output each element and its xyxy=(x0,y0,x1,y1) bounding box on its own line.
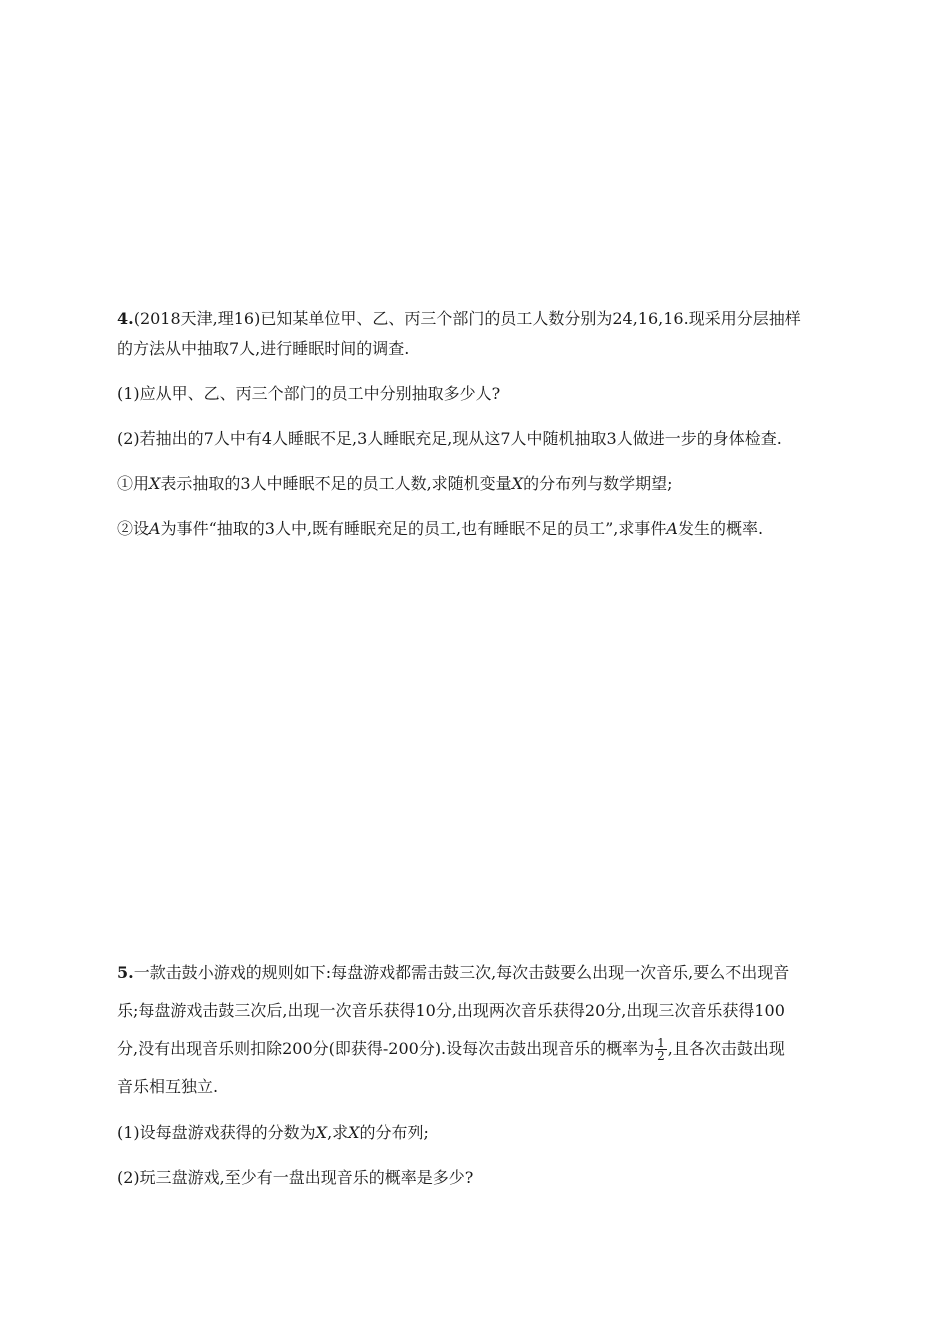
problem-4-statement-line-2: 的方法从中抽取7人,进行睡眠时间的调查. xyxy=(117,339,410,358)
problem-5-statement-line-4: 音乐相互独立. xyxy=(117,1077,219,1096)
fraction-numerator: 1 xyxy=(657,1036,665,1050)
problem-5-question-2: (2)玩三盘游戏,至少有一盘出现音乐的概率是多少? xyxy=(117,1168,474,1187)
problem-4-question-2: (2)若抽出的7人中有4人睡眠不足,3人睡眠充足,现从这7人中随机抽取3人做进一步的身体检查. xyxy=(117,429,782,448)
fraction-denominator: 2 xyxy=(657,1049,665,1063)
problem-4-number: 4. xyxy=(117,309,134,328)
problem-4-question-1: (1)应从甲、乙、丙三个部门的员工中分别抽取多少人? xyxy=(117,384,501,403)
problem-5-question-1: (1)设每盘游戏获得的分数为X,求X的分布列; xyxy=(117,1123,429,1142)
problem-5-statement-line-2: 乐;每盘游戏击鼓三次后,出现一次音乐获得10分,出现两次音乐获得20分,出现三次音乐获得100 xyxy=(117,1001,785,1020)
problem-4-statement-line-1: 4.(2018天津,理16)已知某单位甲、乙、丙三个部门的员工人数分别为24,16,16.现采用分层抽样 xyxy=(117,309,801,328)
problem-5-statement-line-3: 分,没有出现音乐则扣除200分(即获得-200分).设每次击鼓出现音乐的概率为 $\frac{1}{2}$ ,且各次击鼓出现 xyxy=(117,1036,785,1063)
problem-4 xyxy=(117,304,837,544)
problem-5-number: 5. xyxy=(117,963,134,982)
problem-4-question-2-part-2: ②设A为事件“抽取的3人中,既有睡眠充足的员工,也有睡眠不足的员工”,求事件A发生的概率. xyxy=(117,519,764,538)
problem-5 xyxy=(117,954,837,1193)
problem-4-question-2-part-1: ①用X表示抽取的3人中睡眠不足的员工人数,求随机变量X的分布列与数学期望; xyxy=(117,474,673,493)
probability-fraction xyxy=(655,1037,667,1062)
problem-5-statement-line-1: 5.一款击鼓小游戏的规则如下:每盘游戏都需击鼓三次,每次击鼓要么出现一次音乐,要么不出现音 xyxy=(117,963,790,982)
